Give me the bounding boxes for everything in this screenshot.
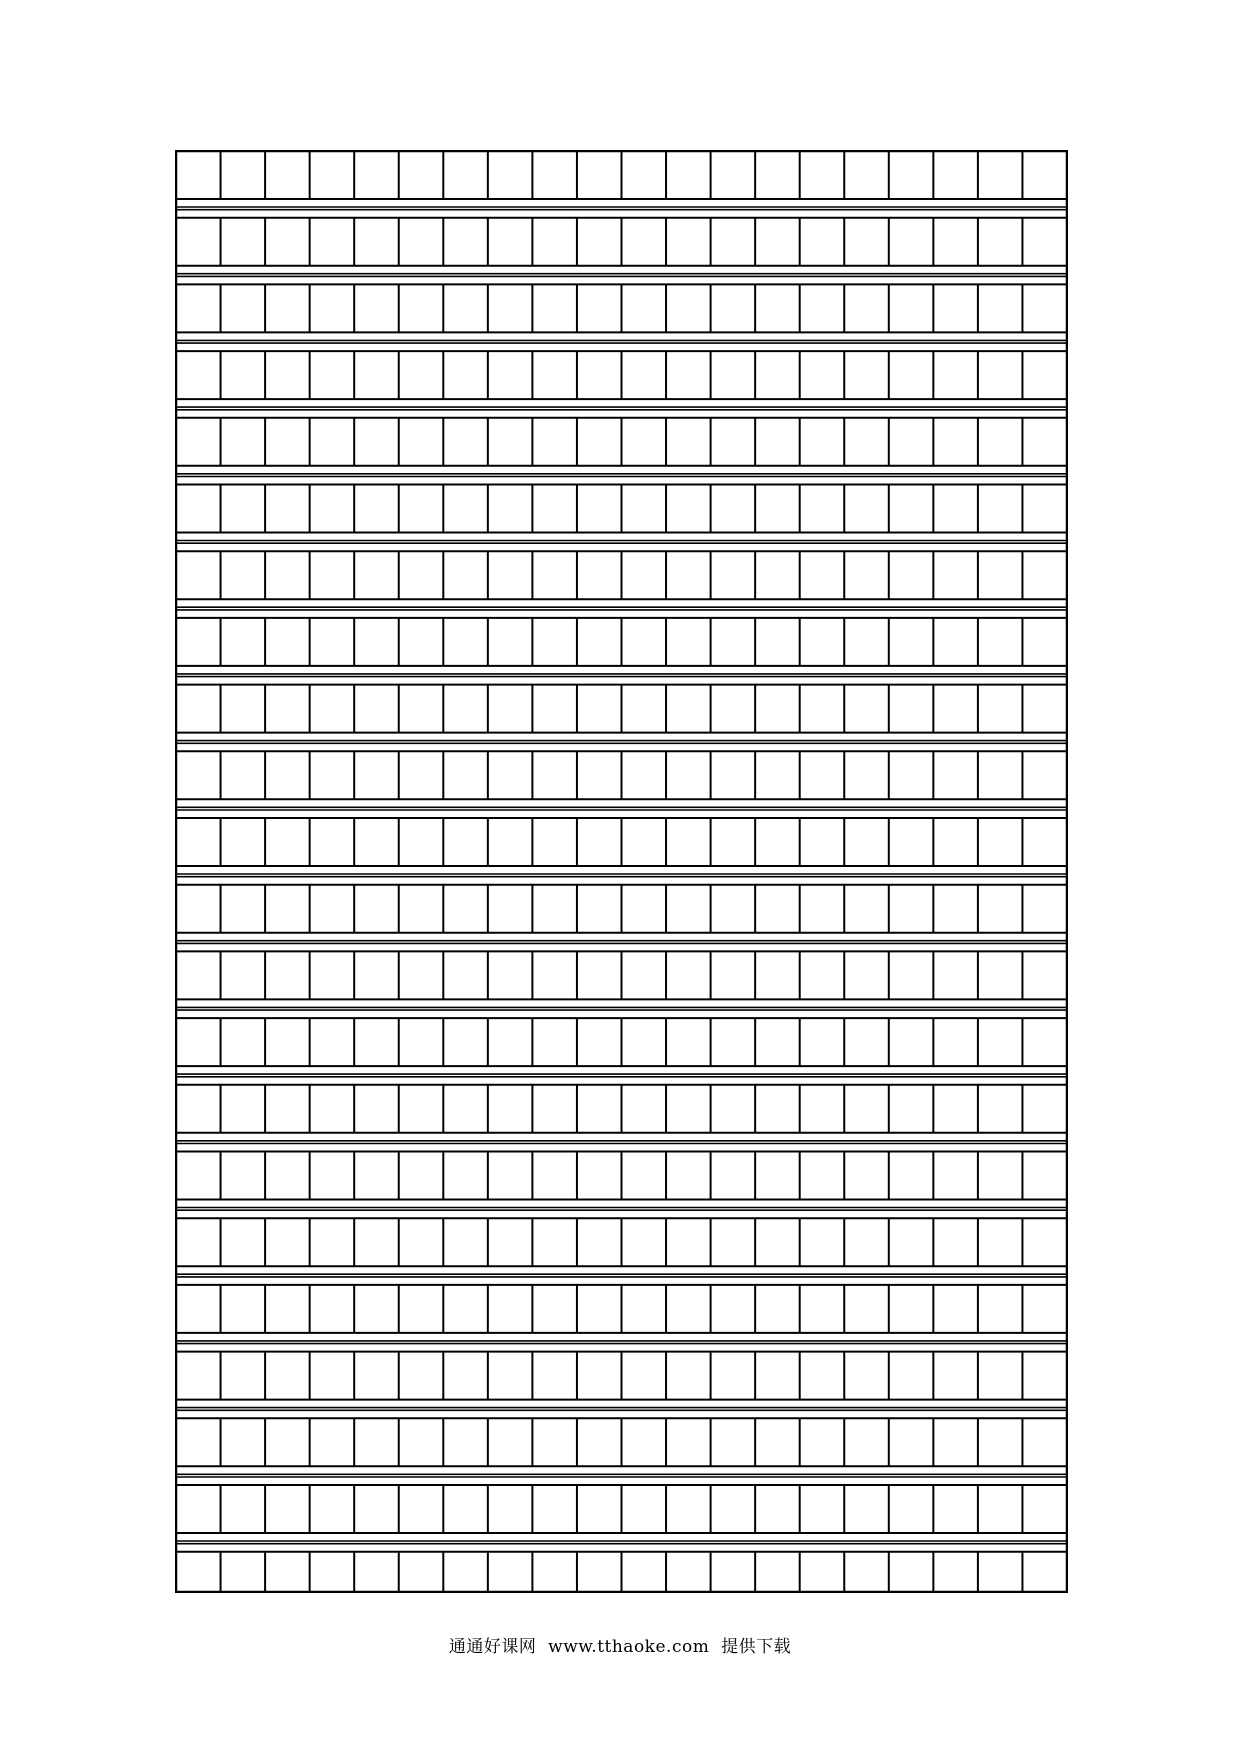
grid-row — [176, 1418, 1067, 1477]
footer-suffix: 提供下载 — [721, 1637, 792, 1657]
grid-row — [176, 1152, 1067, 1211]
grid-row — [176, 1085, 1067, 1144]
grid-row — [176, 818, 1067, 877]
grid-row — [176, 485, 1067, 544]
grid-row — [176, 218, 1067, 277]
grid-row — [176, 1485, 1067, 1544]
grid-row — [176, 885, 1067, 944]
grid-row — [176, 1352, 1067, 1411]
grid-row — [176, 751, 1067, 810]
grid-row — [176, 1218, 1067, 1277]
page-footer — [0, 1632, 1240, 1657]
grid-row — [176, 685, 1067, 744]
grid-row — [176, 551, 1067, 610]
grid-row — [176, 1552, 1067, 1593]
writing-grid — [175, 150, 1068, 1593]
grid-row — [176, 418, 1067, 477]
footer-url: www.tthaoke.com — [548, 1637, 710, 1657]
grid-row — [176, 151, 1067, 210]
grid-row — [176, 951, 1067, 1010]
writing-grid-lines — [175, 150, 1068, 1593]
grid-row — [176, 618, 1067, 677]
grid-row — [176, 1285, 1067, 1344]
footer-site-name: 通通好课网 — [448, 1637, 537, 1657]
grid-row — [176, 284, 1067, 343]
grid-row — [176, 1018, 1067, 1077]
grid-row — [176, 351, 1067, 410]
